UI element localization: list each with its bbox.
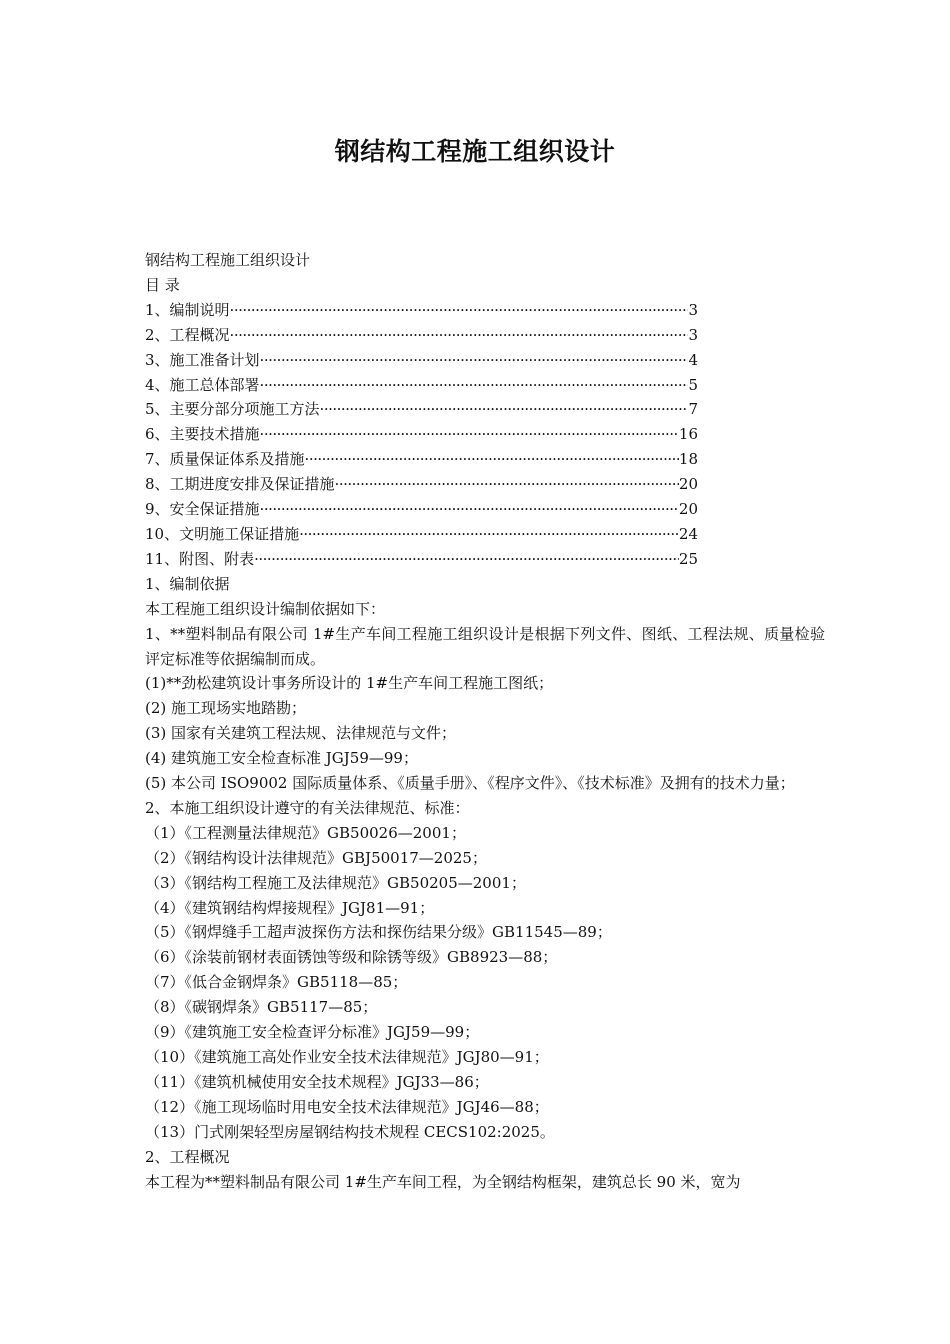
toc-item-page: 20 — [678, 475, 698, 494]
paragraph: 2、本施工组织设计遵守的有关法律规范、标准： — [145, 798, 470, 817]
table-of-contents — [145, 298, 698, 572]
toc-leader-dots — [320, 397, 689, 422]
toc-leader-dots — [254, 547, 679, 572]
toc-item-page: 4 — [688, 350, 698, 369]
document-title: 钢结构工程施工组织设计 — [334, 137, 616, 166]
standard-item: （4）《建筑钢结构焊接规程》JGJ81—91； — [145, 898, 435, 917]
basis-item: (1)**劲松建筑设计事务所设计的 1#生产车间工程施工图纸； — [145, 674, 554, 693]
toc-item-label: 5、主要分部分项施工方法 — [145, 400, 320, 419]
toc-leader-dots — [335, 472, 679, 497]
toc-item-page: 7 — [688, 400, 698, 419]
standard-item: （1）《工程测量法律规范》GB50026—2001； — [145, 823, 466, 842]
toc-leader-dots — [260, 348, 689, 373]
basis-item: (2) 施工现场实地踏勘； — [145, 699, 307, 718]
toc-leader-dots — [230, 323, 689, 348]
toc-item-label: 4、施工总体部署 — [145, 375, 260, 394]
section-heading: 1、编制依据 — [145, 574, 230, 593]
toc-leader-dots — [305, 447, 679, 472]
paragraph: 1、**塑料制品有限公司 1#生产车间工程施工组织设计是根据下列文件、图纸、工程法规、质量检验评定标准等依据编制而成。 — [145, 624, 825, 668]
toc-item-label: 3、施工准备计划 — [145, 350, 260, 369]
toc-item[interactable] — [145, 397, 698, 422]
section-heading: 2、工程概况 — [145, 1147, 230, 1166]
document-body — [145, 248, 825, 1194]
toc-item[interactable] — [145, 447, 698, 472]
toc-item-label: 1、编制说明 — [145, 300, 230, 319]
toc-item-page: 5 — [688, 375, 698, 394]
toc-item-label: 10、文明施工保证措施 — [145, 524, 300, 543]
standard-item: （2）《钢结构设计法律规范》GBJ50017—2025； — [145, 848, 487, 867]
paragraph: 本工程施工组织设计编制依据如下： — [145, 599, 386, 618]
standard-item: （13）门式刚架轻型房屋钢结构技术规程 CECS102:2025。 — [145, 1122, 555, 1141]
toc-item-label: 2、工程概况 — [145, 325, 230, 344]
standard-item: （7）《低合金钢焊条》GB5118—85； — [145, 973, 408, 992]
toc-item-label: 11、附图、附表 — [145, 549, 255, 568]
toc-item[interactable] — [145, 323, 698, 348]
toc-heading: 目 录 — [145, 275, 180, 294]
toc-item-label: 8、工期进度安排及保证措施 — [145, 475, 335, 494]
toc-leader-dots — [260, 373, 689, 398]
standard-item: （6）《涂装前钢材表面锈蚀等级和除锈等级》GB8923—88； — [145, 948, 558, 967]
toc-item[interactable] — [145, 522, 698, 547]
toc-item-page: 20 — [678, 500, 698, 519]
toc-item-label: 9、安全保证措施 — [145, 500, 260, 519]
toc-leader-dots — [260, 422, 679, 447]
toc-item[interactable] — [145, 422, 698, 447]
basis-item: (5) 本公司 ISO9002 国际质量体系、《质量手册》、《程序文件》、《技术标准》及拥有的技术力量； — [145, 774, 795, 793]
toc-item-label: 6、主要技术措施 — [145, 425, 260, 444]
basis-item: (4) 建筑施工安全检查标准 JGJ59—99； — [145, 749, 418, 768]
toc-item-page: 24 — [678, 524, 698, 543]
toc-item-page: 25 — [678, 549, 698, 568]
standard-item: （11）《建筑机械使用安全技术规程》JGJ33—86； — [145, 1072, 489, 1091]
toc-item-page: 3 — [688, 325, 698, 344]
toc-item-page: 3 — [688, 300, 698, 319]
toc-item[interactable] — [145, 497, 698, 522]
toc-leader-dots — [299, 522, 679, 547]
standard-item: （10）《建筑施工高处作业安全技术法律规范》JGJ80—91； — [145, 1048, 549, 1066]
standard-item: （5）《钢焊缝手工超声波探伤方法和探伤结果分级》GB11545—89； — [145, 923, 612, 942]
toc-leader-dots — [230, 298, 689, 323]
standard-item: （12）《施工现场临时用电安全技术法律规范》JGJ46—88； — [145, 1097, 549, 1116]
toc-item[interactable] — [145, 547, 698, 572]
toc-leader-dots — [260, 497, 679, 522]
basis-item: (3) 国家有关建筑工程法规、法律规范与文件； — [145, 724, 457, 743]
toc-item[interactable] — [145, 298, 698, 323]
standard-item: （8）《碳钢焊条》GB5117—85； — [145, 998, 378, 1017]
standard-item: （3）《钢结构工程施工及法律规范》GB50205—2001； — [145, 873, 526, 892]
toc-item[interactable] — [145, 373, 698, 398]
toc-item-page: 18 — [678, 450, 698, 469]
paragraph: 本工程为**塑料制品有限公司 1#生产车间工程，为全钢结构框架，建筑总长 90 米，宽为 — [145, 1172, 741, 1191]
toc-item[interactable] — [145, 348, 698, 373]
document-subtitle: 钢结构工程施工组织设计 — [145, 251, 311, 269]
toc-item-page: 16 — [678, 425, 698, 444]
toc-item-label: 7、质量保证体系及措施 — [145, 450, 305, 469]
toc-item[interactable] — [145, 472, 698, 497]
standard-item: （9）《建筑施工安全检查评分标准》JGJ59—99； — [145, 1023, 480, 1042]
